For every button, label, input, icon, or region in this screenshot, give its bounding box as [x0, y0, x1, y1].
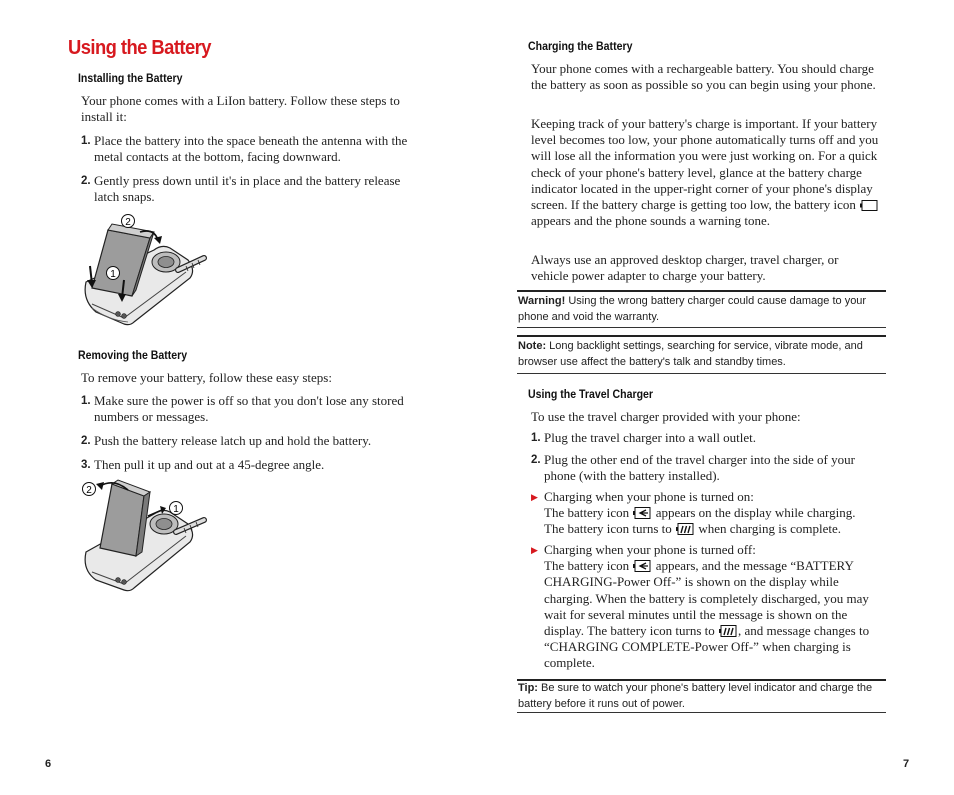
tip-bottom-rule: [517, 712, 886, 713]
battery-full-icon: [675, 522, 695, 536]
step-number: 2.: [531, 454, 541, 466]
charging-on-line3b: when charging is complete.: [698, 521, 842, 537]
note-label: Note:: [518, 340, 547, 352]
charging-on-lead: Charging when your phone is turned on:: [544, 489, 754, 504]
figure-label-1: 1: [110, 269, 116, 280]
note-text: Long backlight settings, searching for service, vibrate mode, and browser use affect the battery's talk and standby times.: [518, 340, 863, 368]
removing-heading: Removing the Battery: [78, 348, 188, 362]
step-text: Place the battery into the space beneath the antenna with the metal contacts at the bottom, facing downward.: [94, 133, 408, 165]
page-number-left: 6: [45, 758, 52, 770]
remove-step-2: [81, 433, 426, 449]
warning-bottom-rule: [517, 327, 886, 328]
note-top-rule: [517, 335, 886, 337]
step-number: 2.: [81, 175, 91, 187]
page-number-right: 7: [903, 758, 910, 770]
travel-intro: To use the travel charger provided with your phone:: [531, 409, 801, 424]
install-step-2: [81, 173, 426, 205]
step-text: Push the battery release latch up and hold the battery.: [94, 433, 372, 448]
step-number: 1.: [81, 135, 91, 147]
warning-top-rule: [517, 290, 886, 292]
page-title: Using the Battery: [68, 37, 211, 59]
battery-low-icon: [859, 199, 879, 212]
charging-p1: Your phone comes with a rechargeable battery. You should charge the battery as soon as possible so you can begin using your phone.: [531, 61, 876, 93]
installing-intro: Your phone comes with a LiIon battery. Follow these steps to install it:: [81, 93, 400, 125]
charging-off-bullet: [531, 542, 884, 672]
bullet-arrow-icon: ▶: [531, 492, 538, 502]
step-text: Plug the other end of the travel charger into the side of your phone (with the battery installed).: [544, 452, 855, 484]
travel-step-2: [531, 452, 876, 484]
travel-heading: Using the Travel Charger: [528, 387, 654, 401]
charging-p2-text-end: appears and the phone sounds a warning tone.: [531, 213, 770, 229]
travel-step-1: [531, 430, 876, 446]
charging-on-line2a: The battery icon: [544, 505, 630, 521]
charging-off-text-b: appears, and the message “BATTERY CHARGING-Power Off-” is shown on the display while charging. When the battery is completely discharged, you may wait for several minutes until the message is shown on the display. The battery icon turns to: [544, 558, 869, 639]
tip-text: Be sure to watch your phone's battery level indicator and charge the battery before it runs out of power.: [518, 682, 873, 710]
charging-on-line2b: appears on the display while charging.: [655, 505, 856, 521]
charging-off-lead: Charging when your phone is turned off:: [544, 542, 756, 557]
figure-label-2: 2: [86, 485, 92, 496]
charging-heading: Charging the Battery: [528, 39, 633, 53]
tip-label: Tip:: [518, 682, 538, 694]
install-step-1: [81, 133, 436, 165]
removing-intro: To remove your battery, follow these easy steps:: [81, 370, 332, 385]
charging-off-text-a: The battery icon: [544, 558, 630, 574]
step-text: Then pull it up and out at a 45-degree angle.: [94, 457, 325, 472]
charging-off-text-c: , and message changes to “CHARGING COMPLETE-Power Off-” when charging is complete.: [544, 623, 870, 671]
figure-label-1: 1: [173, 504, 179, 515]
step-number: 1.: [531, 432, 541, 444]
step-number: 2.: [81, 435, 91, 447]
charging-p2: [531, 116, 888, 229]
figure-label-2: 2: [125, 217, 131, 228]
battery-charging-icon: [632, 559, 652, 573]
remove-step-1: [81, 393, 426, 425]
charging-p2-text: Keeping track of your battery's charge is important. If your battery level becomes too low, your phone automatically turns off and you will lose all the information you were just working on. For a quick check of your phone's battery level, glance at the battery charge indicator located in the upper-right corner of your phone's display screen. If the battery charge is getting too low, the battery icon: [531, 116, 879, 213]
install-battery-illustration: [78, 210, 218, 330]
note-bottom-rule: [517, 373, 886, 374]
battery-charging-icon: [632, 506, 652, 520]
remove-step-3: [81, 457, 426, 473]
warning-text: Using the wrong battery charger could cause damage to your phone and void the warranty.: [518, 295, 867, 323]
step-number: 1.: [81, 395, 91, 407]
step-number: 3.: [81, 459, 91, 471]
bullet-arrow-icon: ▶: [531, 545, 538, 555]
warning-label: Warning!: [518, 295, 566, 307]
tip-callout: [518, 681, 887, 712]
remove-battery-illustration: [78, 476, 218, 596]
warning-callout: [518, 294, 887, 325]
step-text: Plug the travel charger into a wall outlet.: [544, 430, 757, 445]
charging-on-bullet: [531, 489, 876, 538]
charging-p3: Always use an approved desktop charger, travel charger, or vehicle power adapter to charge your battery.: [531, 252, 839, 284]
step-text: Make sure the power is off so that you don't lose any stored numbers or messages.: [94, 393, 404, 425]
step-text: Gently press down until it's in place and the battery release latch snaps.: [94, 173, 401, 205]
note-callout: [518, 339, 887, 370]
battery-full-icon: [718, 624, 738, 638]
charging-on-line3a: The battery icon turns to: [544, 521, 672, 537]
installing-heading: Installing the Battery: [78, 71, 183, 85]
